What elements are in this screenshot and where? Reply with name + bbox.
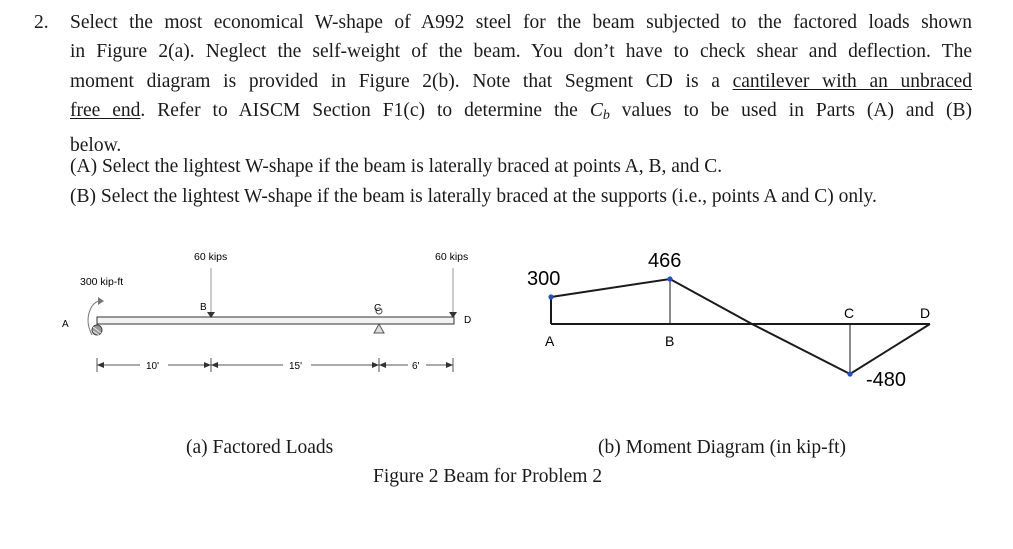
problem-line-3-text: moment diagram is provided in Figure 2(b). Note that Segment CD is a bbox=[70, 70, 720, 92]
dim-10-label: 10' bbox=[146, 361, 160, 372]
fig-b-point-b: B bbox=[665, 333, 675, 349]
moment-value-b: 466 bbox=[648, 250, 682, 272]
caption-b: (b) Moment Diagram (in kip-ft) bbox=[598, 437, 847, 458]
part-a-text: (A) Select the lightest W-shape if the beam is laterally braced at points A, B, and C. bbox=[70, 156, 723, 177]
point-a-marker-icon bbox=[548, 294, 553, 299]
moment-label: 300 kip-ft bbox=[80, 276, 124, 288]
caption-a: (a) Factored Loads bbox=[186, 437, 334, 458]
beam bbox=[97, 317, 454, 324]
problem-line-4-text-a: . Refer to AISCM Section F1(c) to determine the bbox=[140, 100, 590, 122]
fig-b-point-a: A bbox=[545, 333, 555, 349]
figure-b-moment-diagram bbox=[527, 250, 930, 391]
fig-b-point-d: D bbox=[920, 305, 931, 321]
problem-line-4-text-b: values to be used in Parts (A) and (B) bbox=[609, 100, 973, 122]
point-c-min-marker-icon bbox=[847, 371, 852, 376]
load-b-label: 60 kips bbox=[194, 251, 228, 263]
fig-b-point-c: C bbox=[844, 305, 855, 321]
fig-a-point-c: C bbox=[374, 303, 382, 314]
problem-line-2: in Figure 2(a). Neglect the self-weight of the beam. You don’t have to check shear and deflection. The bbox=[70, 41, 972, 63]
underlined-cantilever-text: cantilever with an unbraced bbox=[732, 70, 973, 92]
moment-value-a: 300 bbox=[527, 268, 561, 290]
fig-a-point-b: B bbox=[200, 302, 207, 313]
cb-subscript: b bbox=[602, 108, 610, 124]
figure-caption: Figure 2 Beam for Problem 2 bbox=[373, 466, 603, 487]
underlined-free-end-text: free end bbox=[70, 100, 141, 122]
fig-a-point-a: A bbox=[62, 319, 69, 330]
dim-15-label: 15' bbox=[289, 361, 303, 372]
load-d-label: 60 kips bbox=[435, 251, 469, 263]
moment-curve bbox=[551, 279, 930, 374]
dim-6-label: 6' bbox=[412, 361, 420, 372]
problem-line-5: below. bbox=[70, 134, 122, 156]
cb-letter: C bbox=[589, 100, 603, 122]
problem-number: 2. bbox=[34, 12, 49, 33]
figure-a-factored-loads bbox=[62, 251, 471, 372]
moment-value-c: -480 bbox=[866, 369, 907, 391]
problem-line-1: Select the most economical W-shape of A992 steel for the beam subjected to the factored loads shown bbox=[70, 12, 972, 33]
fig-a-point-d: D bbox=[464, 315, 472, 326]
support-c-roller-icon bbox=[374, 324, 384, 333]
moment-arrow-icon bbox=[98, 297, 104, 305]
part-b-text: (B) Select the lightest W-shape if the beam is laterally braced at the supports (i.e., points A and C) only. bbox=[70, 186, 877, 207]
point-b-marker-icon bbox=[667, 276, 672, 281]
